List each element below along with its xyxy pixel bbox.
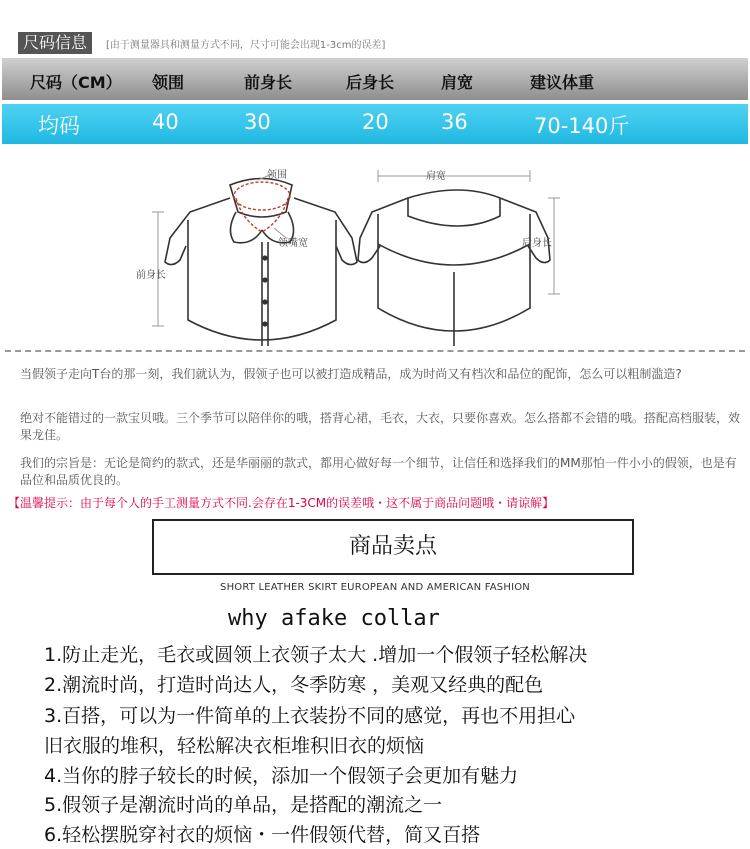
why-heading: why afake collar (228, 606, 440, 631)
description-paragraph-2: 绝对不能错过的一款宝贝哦。三个季节可以陪伴你的哦，搭背心裙，毛衣，大衣，只要你喜欢。怎么搭都不会错的哦。搭配高档服装，效果龙佳。 (20, 411, 741, 442)
label-shoulder: 肩宽 (426, 171, 446, 182)
selling-point-item: 旧衣服的堆积，轻松解决衣柜堆积旧衣的烦恼 (44, 735, 425, 757)
selling-points-subtitle: SHORT LEATHER SKIRT EUROPEAN AND AMERICAN FASHION (220, 582, 530, 593)
header-back-length: 后身长 (346, 73, 395, 92)
label-collar: 领围 (267, 170, 287, 181)
front-buttons (262, 255, 267, 326)
header-size: 尺码（CM） (30, 73, 122, 92)
back-collar-drawing (358, 190, 550, 346)
label-front-length: 前身长 (136, 270, 166, 281)
selling-point-item: 1.防止走光，毛衣或圆领上衣领子太大 .增加一个假领子轻松解决 (44, 644, 588, 666)
description-paragraph-1: 当假领子走向T台的那一刻，我们就认为，假领子也可以被打造成精品，成为时尚又有档次和品位的配饰，怎么可以粗制滥造? (20, 367, 682, 381)
selling-point-item: 6.轻松摆脱穿衬衣的烦恼・一件假领代替，简又百搭 (44, 824, 481, 846)
header-weight: 建议体重 (530, 73, 595, 92)
selling-point-item: 5.假领子是潮流时尚的单品，是搭配的潮流之一 (44, 794, 443, 816)
front-collar-drawing (165, 179, 357, 347)
neck-measure-line (234, 182, 290, 232)
selling-points-title: 商品卖点 (152, 519, 634, 575)
value-shoulder: 36 (441, 110, 468, 134)
selling-point-item: 3.百搭，可以为一件简单的上衣装扮不同的感觉，再也不用担心 (44, 705, 576, 727)
section-divider (5, 350, 745, 352)
selling-point-item: 4.当你的脖子较长的时候，添加一个假领子会更加有魅力 (44, 765, 519, 787)
header-neck: 领围 (152, 73, 185, 92)
selling-point-item: 2.潮流时尚，打造时尚达人，冬季防寒 ，美观又经典的配色 (44, 674, 544, 696)
measurement-note: [由于测量器具和测量方式不同，尺寸可能会出现1-3cm的误差] (106, 40, 386, 51)
header-shoulder: 肩宽 (441, 73, 474, 92)
back-measure-guides (378, 170, 560, 294)
warm-tip: 【温馨提示：由于每个人的手工测量方式不同.会存在1-3CM的误差哦・这不属于商品问题哦・请谅解】 (8, 496, 555, 510)
label-back-length: 后身长 (522, 238, 552, 249)
value-back-length: 20 (362, 110, 389, 134)
value-front-length: 30 (244, 110, 271, 134)
header-front-length: 前身长 (244, 73, 293, 92)
value-neck: 40 (152, 110, 179, 134)
size-info-tag: 尺码信息 (18, 32, 92, 54)
value-weight: 70-140斤 (534, 114, 630, 138)
description-paragraph-3: 我们的宗旨是：无论是简约的款式，还是华丽丽的款式，都用心做好每一个细节，让信任和选择我们的MM那怕一件小小的假领，也是有品位和品质优良的。 (20, 456, 737, 487)
label-collar-tip: 领嘴宽 (278, 238, 308, 249)
collar-diagram (0, 150, 750, 350)
value-size: 均码 (38, 114, 80, 138)
